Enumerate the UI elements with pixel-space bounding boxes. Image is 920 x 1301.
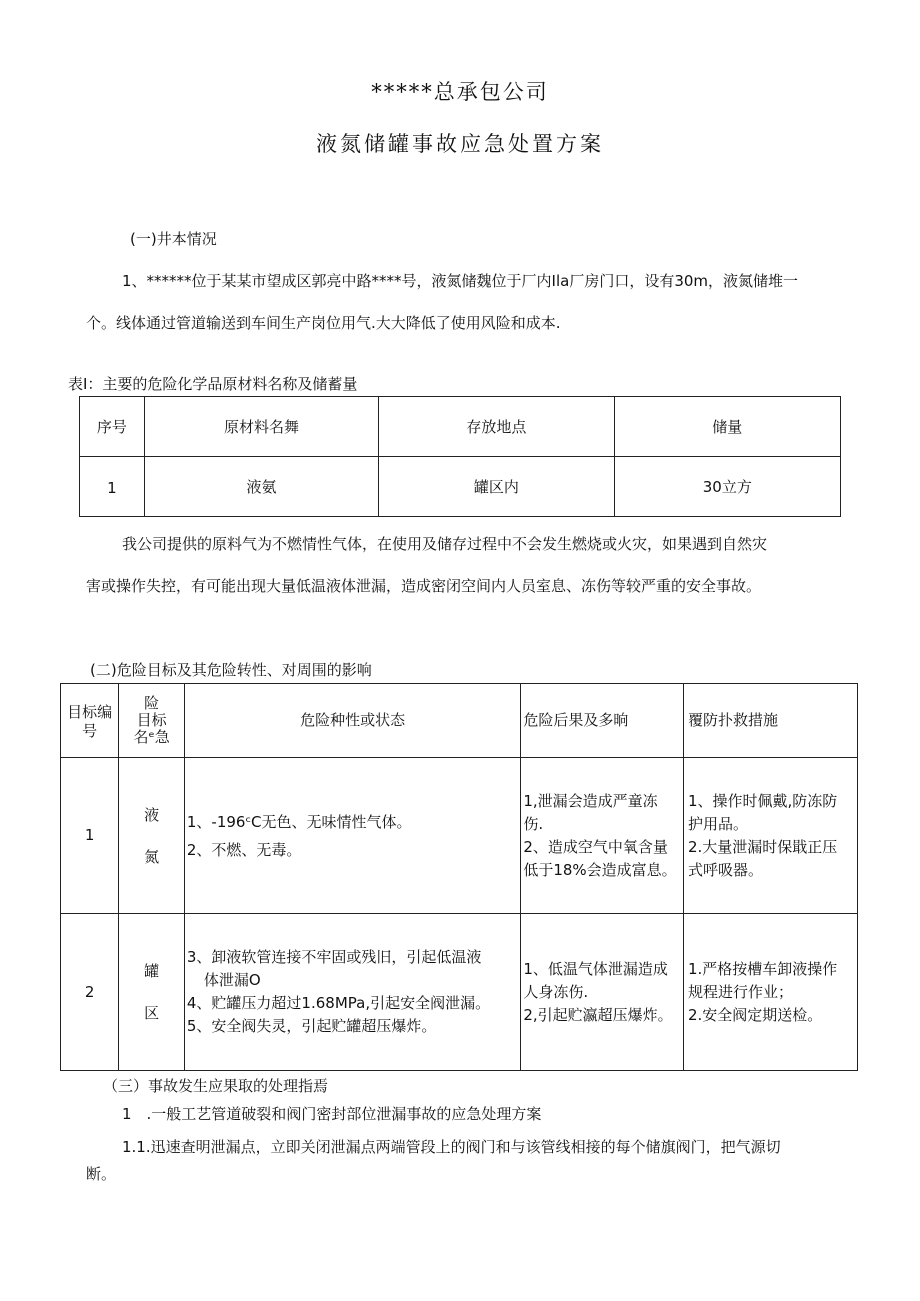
row2-measures-line2: 规程进行作业； — [688, 982, 794, 1001]
header-target-no — [61, 684, 119, 758]
header-cell-location: 存放地点 — [379, 397, 614, 457]
hazard-header-row — [61, 684, 858, 758]
row2-state-line4: 5、安全阀失灵，引起贮罐超压爆炸。 — [186, 1017, 437, 1035]
row2-measures-line3: 2.安全阀定期送检。 — [688, 1005, 823, 1024]
header-cell-quantity: 储量 — [614, 397, 840, 457]
header-target-name — [119, 684, 185, 758]
row2-consequence-line1: 1、低温气体泄漏造成 — [523, 959, 668, 978]
header-target-name-line3: 名ᵉ急 — [133, 728, 170, 746]
table-row — [61, 914, 858, 1071]
row1-no: 1 — [61, 758, 119, 914]
header-consequence: 危险后果及多晌 — [521, 684, 684, 758]
row2-state — [184, 914, 520, 1071]
row1-consequence-line3: 2、造成空气中氧含量 — [523, 837, 668, 856]
row2-state-line1: 3、卸液软管连接不牢固或残旧，引起低温液 — [186, 948, 482, 966]
row1-consequence-line2: 伤. — [523, 814, 544, 833]
section3-item1-1-line1: 1.1.迅速查明泄漏点，立即关闭泄漏点两端管段上的阀门和与该管线相接的每个储旗阀门，把气源切 — [122, 1138, 781, 1156]
para1-line2: 个。线体通过管道输送到车间生产岗位用气.大大降低了使用风险和成本. — [86, 314, 561, 332]
para2-line1: 我公司提供的原料气为不燃情性气体，在使用及储存过程中不会发生燃烧或火灾，如果遇到自然灾 — [122, 535, 768, 553]
header-hazard-state: 危险种性或状态 — [184, 684, 520, 758]
row2-measures — [684, 914, 858, 1071]
header-cell-no: 序号 — [80, 397, 145, 457]
para1-line1: 1、******位于某某市望成区郭亮中路****号，液氮储魏位于厂内Ila厂房门口，设有30m，液氮储堆一 — [122, 272, 799, 290]
cell-location: 罐区内 — [379, 457, 614, 517]
section3-item1: 1 .一般工艺管道破裂和阀门密封部位泄漏事故的应急处理方案 — [122, 1105, 542, 1123]
row1-consequence-line1: 1,泄漏会造成严童冻 — [523, 791, 658, 810]
row2-name-line1: 罐 — [144, 962, 160, 980]
row2-state-line3: 4、贮罐压力超过1.68MPa,引起安全阀泄漏。 — [186, 994, 491, 1012]
row1-state-line2: 2、不燃、无毒。 — [186, 840, 302, 859]
row2-consequence — [521, 914, 684, 1071]
row1-consequence-line4: 低于18%会造成富息。 — [523, 860, 677, 879]
row2-consequence-line2: 人身冻伤. — [523, 982, 589, 1001]
header-measures: 覆防扑救措施 — [684, 684, 858, 758]
document-title: 液氮储罐事故应急处置方案 — [316, 132, 604, 156]
cell-material: 液氨 — [144, 457, 378, 517]
header-target-no-line2: 号 — [82, 721, 98, 740]
header-target-name-line2: 目标 — [136, 711, 167, 729]
row2-name-line2: 区 — [144, 1004, 160, 1022]
section3-item1-1-line2: 断。 — [86, 1165, 117, 1183]
header-cell-material: 原材料名舞 — [144, 397, 378, 457]
row1-measures-line3: 2.大量泄漏时保戢正压 — [688, 837, 838, 856]
section1-heading: (一)井本情况 — [130, 230, 217, 248]
hazard-table — [60, 683, 858, 1071]
row2-name — [119, 914, 185, 1071]
row1-name-line1: 液 — [144, 805, 160, 824]
section3-heading: （三）事故发生应果取的处理指焉 — [103, 1077, 329, 1095]
row1-measures — [684, 758, 858, 914]
cell-quantity: 30立方 — [614, 457, 840, 517]
row1-measures-line1: 1、操作时佩戴,防冻防 — [688, 791, 838, 810]
row2-consequence-line3: 2,引起贮瀛超压爆炸。 — [523, 1005, 673, 1024]
company-title: *****总承包公司 — [371, 80, 549, 104]
table1-caption: 表I：主要的危险化学品原材料名称及储蓄量 — [68, 375, 358, 393]
table-row — [61, 758, 858, 914]
para2-line2: 害或操作失控，有可能出现大量低温液体泄漏，造成密闭空间内人员室息、冻伤等较严重的安全事故。 — [86, 577, 762, 595]
row2-state-line2: 体泄漏O — [203, 971, 261, 989]
header-target-no-line1: 目标编 — [67, 702, 113, 721]
table-header-row — [80, 397, 841, 457]
section2-heading: (二)危险目标及其危险转性、对周围的影响 — [90, 661, 372, 679]
row1-state — [184, 758, 520, 914]
row1-state-line1: 1、-196ᶜC无色、无味情性气体。 — [186, 812, 412, 831]
row1-name — [119, 758, 185, 914]
table-row — [80, 457, 841, 517]
materials-table — [79, 396, 841, 517]
row1-consequence — [521, 758, 684, 914]
row2-no: 2 — [61, 914, 119, 1071]
row2-measures-line1: 1.严格按槽车卸液操作 — [688, 959, 838, 978]
row1-name-line2: 氮 — [144, 847, 160, 866]
header-target-name-line1: 险 — [144, 694, 160, 712]
cell-no: 1 — [80, 457, 145, 517]
row1-measures-line4: 式呼吸器。 — [688, 860, 764, 879]
row1-measures-line2: 护用品。 — [688, 814, 749, 833]
